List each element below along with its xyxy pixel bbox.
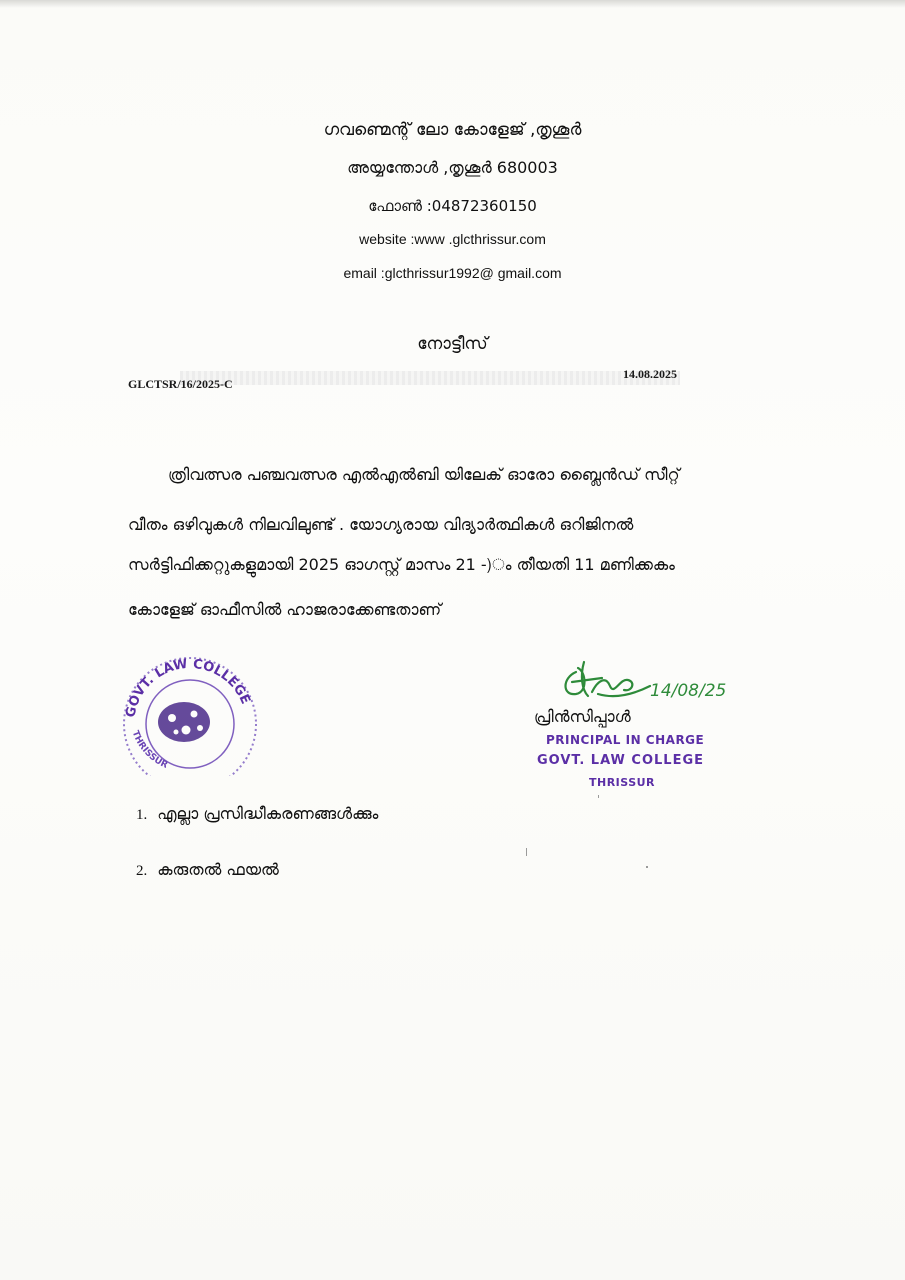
reference-band: [180, 371, 680, 385]
scan-speck: [646, 866, 648, 868]
copy-item-text: എല്ലാ പ്രസിദ്ധീകരണങ്ങൾക്കും: [157, 804, 379, 823]
body-line-4: കോളേജ് ഓഫീസിൽ ഹാജരാക്കേണ്ടതാണ്: [128, 600, 442, 619]
notice-date: 14.08.2025: [623, 367, 677, 381]
scan-speck: [526, 848, 527, 856]
stamp-college: GOVT. LAW COLLEGE: [537, 753, 705, 768]
stamp-principal: PRINCIPAL IN CHARGE: [546, 733, 705, 747]
body-line-3: സർട്ടിഫിക്കറ്റുകളുമായി 2025 ഓഗസ്റ്റ് മാസം 21 -)ം തീയതി 11 മണിക്കകം: [128, 555, 675, 574]
signature-date: 14/08/25: [650, 681, 727, 701]
college-phone: ഫോൺ :04872360150: [368, 197, 537, 215]
college-address: അയ്യന്തോൾ ,തൃശൂർ 680003: [347, 158, 558, 177]
college-email: email :glcthrissur1992@ gmail.com: [343, 265, 562, 281]
copy-item-text: കരുതൽ ഫയൽ: [157, 860, 279, 879]
college-name: ഗവണ്മെന്റ് ലോ കോളേജ് ,തൃശൂർ: [323, 120, 582, 140]
copy-item: [136, 860, 279, 880]
notice-title: നോട്ടീസ്: [417, 334, 488, 354]
body-line-2: വീതം ഒഴിവുകൾ നിലവിലുണ്ട് . യോഗ്യരായ വിദ്യാർത്ഥികൾ ഒറിജിനൽ: [128, 515, 634, 534]
body-line-1: ത്രിവത്സര പഞ്ചവത്സര എൽഎൽബി യിലേക് ഓരോ ബ്ലൈൻഡ് സീറ്റ്: [168, 465, 680, 484]
copy-item-number: 2.: [136, 863, 148, 879]
scan-edge: [0, 0, 905, 8]
college-seal: [112, 648, 270, 776]
stamp-city: THRISSUR: [589, 776, 656, 789]
reference-number: GLCTSR/16/2025-C: [128, 377, 233, 391]
scan-speck: [598, 795, 599, 798]
seal-text-top: GOVT. LAW COLLEGE: [123, 656, 253, 719]
handwritten-signature: [558, 652, 733, 710]
copy-item: [136, 804, 378, 824]
college-website: website :www .glcthrissur.com: [359, 231, 546, 247]
principal-designation: പ്രിൻസിപ്പാൾ: [534, 707, 631, 726]
copy-item-number: 1.: [136, 807, 148, 823]
seal-text-bottom: THRISSUR: [129, 729, 170, 771]
